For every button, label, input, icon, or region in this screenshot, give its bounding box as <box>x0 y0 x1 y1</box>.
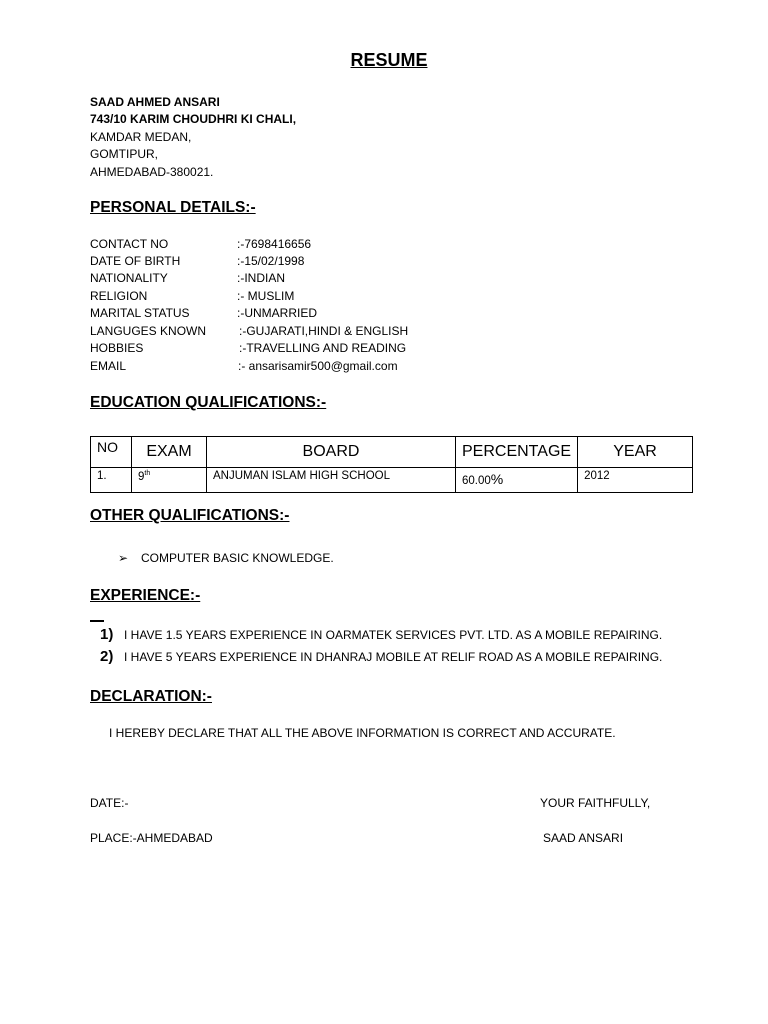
detail-value: :-TRAVELLING AND READING <box>239 341 407 355</box>
detail-value: :-INDIAN <box>237 271 285 285</box>
exam-value: 9 <box>138 470 145 483</box>
signature-name: SAAD ANSARI <box>543 831 624 845</box>
place-label: PLACE:-AHMEDABAD <box>90 831 213 845</box>
detail-value: :- ansarisamir500@gmail.com <box>238 359 398 373</box>
percent-sign: % <box>490 471 504 487</box>
column-header-exam: EXAM <box>132 437 207 468</box>
detail-value: :-UNMARRIED <box>237 306 317 320</box>
date-label: DATE:- <box>90 796 129 810</box>
detail-label: CONTACT NO <box>90 237 169 251</box>
address-block <box>90 94 296 181</box>
closing-text: YOUR FAITHFULLY, <box>540 796 651 810</box>
cell-exam <box>132 468 207 493</box>
cell-year: 2012 <box>578 468 693 493</box>
detail-label: NATIONALITY <box>90 271 168 285</box>
item-number: 1) <box>100 626 114 643</box>
detail-value: :-7698416656 <box>237 237 312 251</box>
detail-row-religion <box>90 289 590 306</box>
column-header-percentage: PERCENTAGE <box>456 437 578 468</box>
divider <box>90 620 104 622</box>
detail-value: :-15/02/1998 <box>237 254 305 268</box>
detail-row-hobbies <box>90 341 590 358</box>
detail-row-contact <box>90 237 590 254</box>
detail-label: DATE OF BIRTH <box>90 254 181 268</box>
personal-details-heading: PERSONAL DETAILS:- <box>90 199 256 216</box>
experience-heading: EXPERIENCE:- <box>90 587 201 604</box>
detail-label: LANGUGES KNOWN <box>90 324 207 338</box>
table-row <box>91 468 693 493</box>
bullet-item <box>118 551 334 565</box>
cell-board: ANJUMAN ISLAM HIGH SCHOOL <box>207 468 456 493</box>
detail-row-languages <box>90 324 590 341</box>
column-header-year: YEAR <box>578 437 693 468</box>
percentage-value: 60.00 <box>462 475 491 487</box>
exam-superscript: th <box>144 470 151 477</box>
address-line-1: 743/10 KARIM CHOUDHRI KI CHALI, <box>90 112 297 127</box>
item-number: 2) <box>100 648 114 665</box>
column-header-board: BOARD <box>207 437 456 468</box>
address-line-3: GOMTIPUR, <box>90 147 158 162</box>
item-text: I HAVE 5 YEARS EXPERIENCE IN DHANRAJ MOBILE AT RELIF ROAD AS A MOBILE REPAIRING. <box>124 650 663 664</box>
detail-label: MARITAL STATUS <box>90 306 190 320</box>
detail-row-dob <box>90 254 590 271</box>
detail-label: EMAIL <box>90 359 127 373</box>
education-table <box>90 436 693 493</box>
bullet-text: COMPUTER BASIC KNOWLEDGE. <box>141 551 334 565</box>
cell-no: 1. <box>91 468 132 493</box>
detail-label: HOBBIES <box>90 341 144 355</box>
table-header-row <box>91 437 693 468</box>
address-line-2: KAMDAR MEDAN, <box>90 129 192 144</box>
declaration-text: I HEREBY DECLARE THAT ALL THE ABOVE INFORMATION IS CORRECT AND ACCURATE. <box>109 726 616 740</box>
education-heading: EDUCATION QUALIFICATIONS:- <box>90 394 327 411</box>
detail-row-marital-status <box>90 306 590 323</box>
experience-item-1 <box>100 626 662 643</box>
arrow-bullet-icon: ➢ <box>118 551 129 565</box>
applicant-name: SAAD AHMED ANSARI <box>90 95 220 109</box>
detail-label: RELIGION <box>90 289 148 303</box>
detail-row-email <box>90 359 590 376</box>
item-text: I HAVE 1.5 YEARS EXPERIENCE IN OARMATEK SERVICES PVT. LTD. AS A MOBILE REPAIRING. <box>124 628 663 642</box>
cell-percentage <box>456 468 578 493</box>
column-header-no: NO <box>91 437 132 468</box>
detail-value: :- MUSLIM <box>237 289 295 303</box>
experience-item-2 <box>100 648 662 665</box>
declaration-heading: DECLARATION:- <box>90 688 212 705</box>
detail-row-nationality <box>90 271 590 288</box>
resume-title: RESUME <box>350 50 428 70</box>
other-qualifications-heading: OTHER QUALIFICATIONS:- <box>90 507 290 524</box>
address-line-4: AHMEDABAD-380021. <box>90 164 214 179</box>
detail-value: :-GUJARATI,HINDI & ENGLISH <box>239 324 409 338</box>
